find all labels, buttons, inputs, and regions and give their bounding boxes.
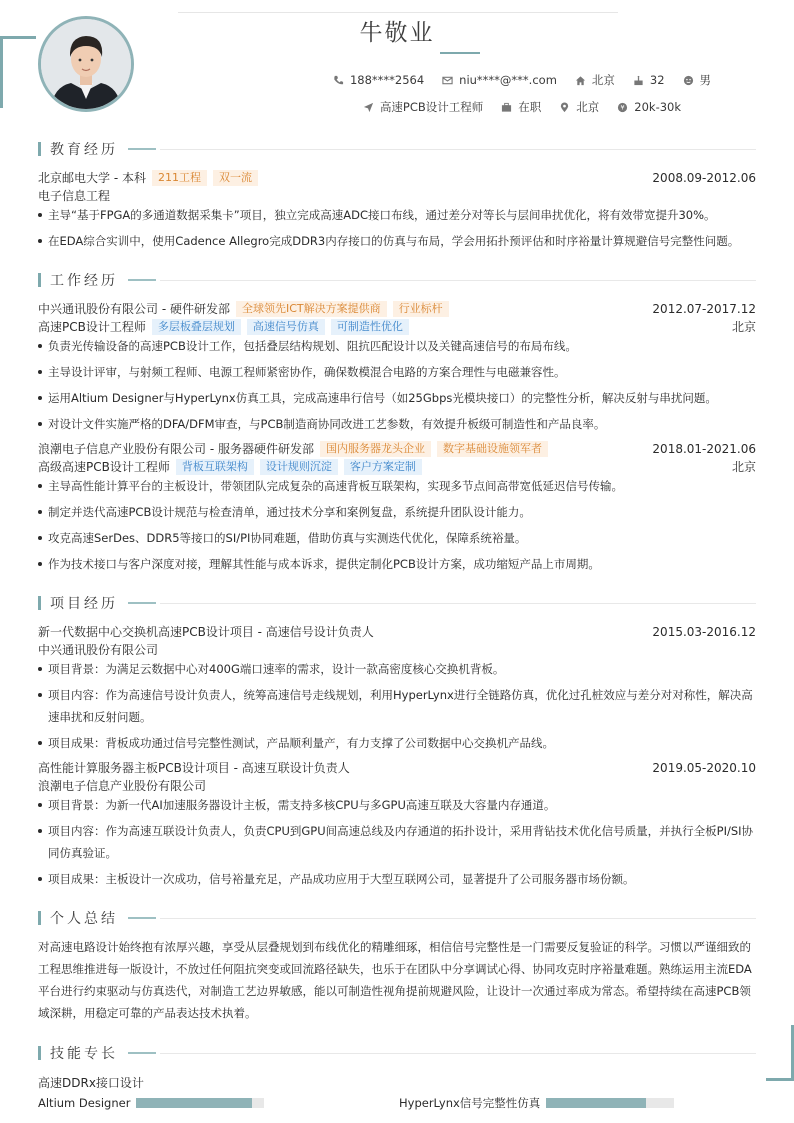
work-date: 2012.07-2017.12 xyxy=(652,301,756,316)
company-name: 中兴通讯股份有限公司 - 硬件研发部 xyxy=(38,302,230,316)
list-item: 运用Altium Designer与HyperLynx仿真工具，完成高速串行信号（如25Gbps光模块接口）的完整性分析，解决反射与串扰问题。 xyxy=(38,387,756,409)
section-divider xyxy=(160,918,756,919)
list-item: 项目内容：作为高速互联设计负责人，负责CPU到GPU间高速总线及内存通道的拓扑设计，采用背钻技术优化信号质量，并执行全板PI/SI协同仿真验证。 xyxy=(38,820,756,864)
job-target-text: 高速PCB设计工程师 xyxy=(379,100,484,114)
project-2-header xyxy=(38,759,756,776)
home-icon xyxy=(575,75,586,86)
company-tag: 国内服务器龙头企业 xyxy=(320,441,431,457)
skill-tag: 多层板叠层规划 xyxy=(152,319,241,335)
project-name: 高性能计算服务器主板PCB设计项目 - 高速互联设计负责人 xyxy=(38,761,350,775)
section-divider xyxy=(160,603,756,604)
job-intent-row xyxy=(125,99,794,115)
gender-text: 男 xyxy=(699,73,712,87)
list-item: 项目内容：作为高速信号设计负责人，统筹高速信号走线规划，利用HyperLynx进行全链路仿真，优化过孔桩效应与差分对对称性，解决高速串扰和反射问题。 xyxy=(38,684,756,728)
list-item: 主导高性能计算平台的主板设计，带领团队完成复杂的高速背板互联架构，实现多节点间高带宽低延迟信号传输。 xyxy=(38,475,756,497)
contact-row xyxy=(125,72,794,88)
company-tag: 数字基础设施领军者 xyxy=(437,441,548,457)
section-project-title: 项目经历 xyxy=(38,595,156,611)
education-header xyxy=(38,169,756,186)
work-date: 2018.01-2021.06 xyxy=(652,441,756,456)
gender-item xyxy=(683,72,712,88)
candidate-name: 牛敬业 xyxy=(359,20,435,46)
skill-tag: 高速信号仿真 xyxy=(247,319,325,335)
work-1-title-row xyxy=(38,318,756,335)
skill-tag: 可制造性优化 xyxy=(331,319,409,335)
corner-decoration-bottom-right xyxy=(766,1078,794,1081)
work-2-header xyxy=(38,440,756,457)
skill-name: Altium Designer xyxy=(38,1096,131,1110)
company-tag: 全球领先ICT解决方案提供商 xyxy=(236,301,387,317)
gender-icon xyxy=(683,75,694,86)
salary-text: 20k-30k xyxy=(634,100,682,114)
section-divider xyxy=(160,149,756,150)
education-major: 电子信息工程 xyxy=(38,189,111,203)
list-item: 制定并迭代高速PCB设计规范与检查清单，通过技术分享和案例复盘，系统提升团队设计能力。 xyxy=(38,501,756,523)
name-underline xyxy=(440,52,480,54)
job-title: 高速PCB设计工程师 xyxy=(38,320,146,334)
top-divider xyxy=(178,12,618,13)
location-item xyxy=(559,99,599,115)
list-item: 在EDA综合实训中，使用Cadence Allegro完成DDR3内存接口的仿真与布局，学会用拓扑预评估和时序裕量计算规避信号完整性问题。 xyxy=(38,230,756,252)
project-1-company: 中兴通讯股份有限公司 xyxy=(38,643,159,657)
section-divider xyxy=(160,280,756,281)
work-2-title-row xyxy=(38,458,756,475)
list-item: 作为技术接口与客户深度对接，理解其性能与成本诉求，提供定制化PCB设计方案，成功缩短产品上市周期。 xyxy=(38,553,756,575)
education-tag: 211工程 xyxy=(152,170,207,186)
send-icon xyxy=(363,102,374,113)
phone-item xyxy=(333,72,424,88)
list-item: 项目成果：主板设计一次成功，信号裕量充足，产品成功应用于大型互联网公司，显著提升了公司服务器市场份额。 xyxy=(38,868,756,890)
education-date: 2008.09-2012.06 xyxy=(652,170,756,185)
skill-item xyxy=(399,1097,674,1109)
email-text: niu****@***.com xyxy=(459,73,557,87)
svg-text:¥: ¥ xyxy=(620,103,625,112)
list-item: 项目成果：背板成功通过信号完整性测试，产品顺利量产，有力支撑了公司数据中心交换机产品线。 xyxy=(38,732,756,754)
company-name: 浪潮电子信息产业股份有限公司 - 服务器硬件研发部 xyxy=(38,442,314,456)
skill-tag: 客户方案定制 xyxy=(344,459,422,475)
salary-item xyxy=(617,99,681,115)
skill-level-fill xyxy=(136,1098,251,1108)
skill-tag: 背板互联架构 xyxy=(176,459,254,475)
skill-level-bar xyxy=(136,1098,264,1108)
work-city: 北京 xyxy=(731,320,756,334)
phone-text: 188****2564 xyxy=(349,73,425,87)
list-item: 主导“基于FPGA的多通道数据采集卡”项目，独立完成高速ADC接口布线，通过差分对等长与层间串扰优化，将有效带宽提升30%。 xyxy=(38,204,756,226)
section-divider xyxy=(160,1053,756,1054)
project-date: 2019.05-2020.10 xyxy=(652,760,756,775)
list-item: 负责光传输设备的高速PCB设计工作，包括叠层结构规划、阻抗匹配设计以及关键高速信号的布局布线。 xyxy=(38,335,756,357)
status-item xyxy=(501,99,541,115)
salary-icon xyxy=(617,102,628,113)
project-date: 2015.03-2016.12 xyxy=(652,624,756,639)
email-item xyxy=(442,72,557,88)
list-item: 主导设计评审，与射频工程师、电源工程师紧密协作，确保数模混合电路的方案合理性与电磁兼容性。 xyxy=(38,361,756,383)
home-item xyxy=(575,72,615,88)
location-text: 北京 xyxy=(576,100,600,114)
work-city: 北京 xyxy=(731,460,756,474)
work-1-header xyxy=(38,300,756,317)
age-text: 32 xyxy=(649,73,665,87)
list-item: 项目背景：为新一代AI加速服务器设计主板，需支持多核CPU与多GPU高速互联及大容量内存通道。 xyxy=(38,794,756,816)
briefcase-icon xyxy=(501,102,512,113)
age-item xyxy=(633,72,665,88)
job-target-item xyxy=(363,99,483,115)
email-icon xyxy=(442,75,453,86)
project-1-header xyxy=(38,623,756,640)
skill-name: HyperLynx信号完整性仿真 xyxy=(399,1096,541,1110)
skill-level-fill xyxy=(546,1098,646,1108)
school-name: 北京邮电大学 - 本科 xyxy=(38,171,146,185)
cake-icon xyxy=(633,75,644,86)
summary-text: 对高速电路设计始终抱有浓厚兴趣，享受从层叠规划到布线优化的精雕细琢，相信信号完整性是一门需要反复验证的科学。习惯以严谨细致的工程思维推进每一版设计，不放过任何阻抗突变或回流路径缺失，也乐于在团队中分享调试心得、协同攻克时序裕量难题。熟练运用主流EDA平台进行约束驱动与仿真迭代，对制造工艺边界敏感，能以可制造性视角提前规避风险，让设计一次通过率成为常态。希望持续在高速PCB领域深耕，用稳定可靠的产品表达技术执着。 xyxy=(38,940,752,1020)
skill-category: 高速DDRx接口设计 xyxy=(38,1076,144,1090)
skill-item xyxy=(38,1097,264,1109)
location-pin-icon xyxy=(559,102,570,113)
phone-icon xyxy=(333,75,344,86)
status-text: 在职 xyxy=(518,100,542,114)
list-item: 攻克高速SerDes、DDR5等接口的SI/PI协同难题，借助仿真与实测迭代优化，保障系统裕量。 xyxy=(38,527,756,549)
job-title: 高级高速PCB设计工程师 xyxy=(38,460,170,474)
section-education-title: 教育经历 xyxy=(38,141,156,157)
skill-tag: 设计规则沉淀 xyxy=(260,459,338,475)
list-item: 项目背景：为满足云数据中心对400G端口速率的需求，设计一款高密度核心交换机背板。 xyxy=(38,658,756,680)
section-skills-title: 技能专长 xyxy=(38,1045,156,1061)
list-item: 对设计文件实施严格的DFA/DFM审查，与PCB制造商协同改进工艺参数，有效提升板级可制造性和产品良率。 xyxy=(38,413,756,435)
project-name: 新一代数据中心交换机高速PCB设计项目 - 高速信号设计负责人 xyxy=(38,625,374,639)
skill-level-bar xyxy=(546,1098,674,1108)
project-2-company: 浪潮电子信息产业股份有限公司 xyxy=(38,779,207,793)
company-tag: 行业标杆 xyxy=(393,301,449,317)
section-work-title: 工作经历 xyxy=(38,272,156,288)
section-summary-title: 个人总结 xyxy=(38,910,156,926)
home-text: 北京 xyxy=(591,73,615,87)
education-tag: 双一流 xyxy=(213,170,258,186)
